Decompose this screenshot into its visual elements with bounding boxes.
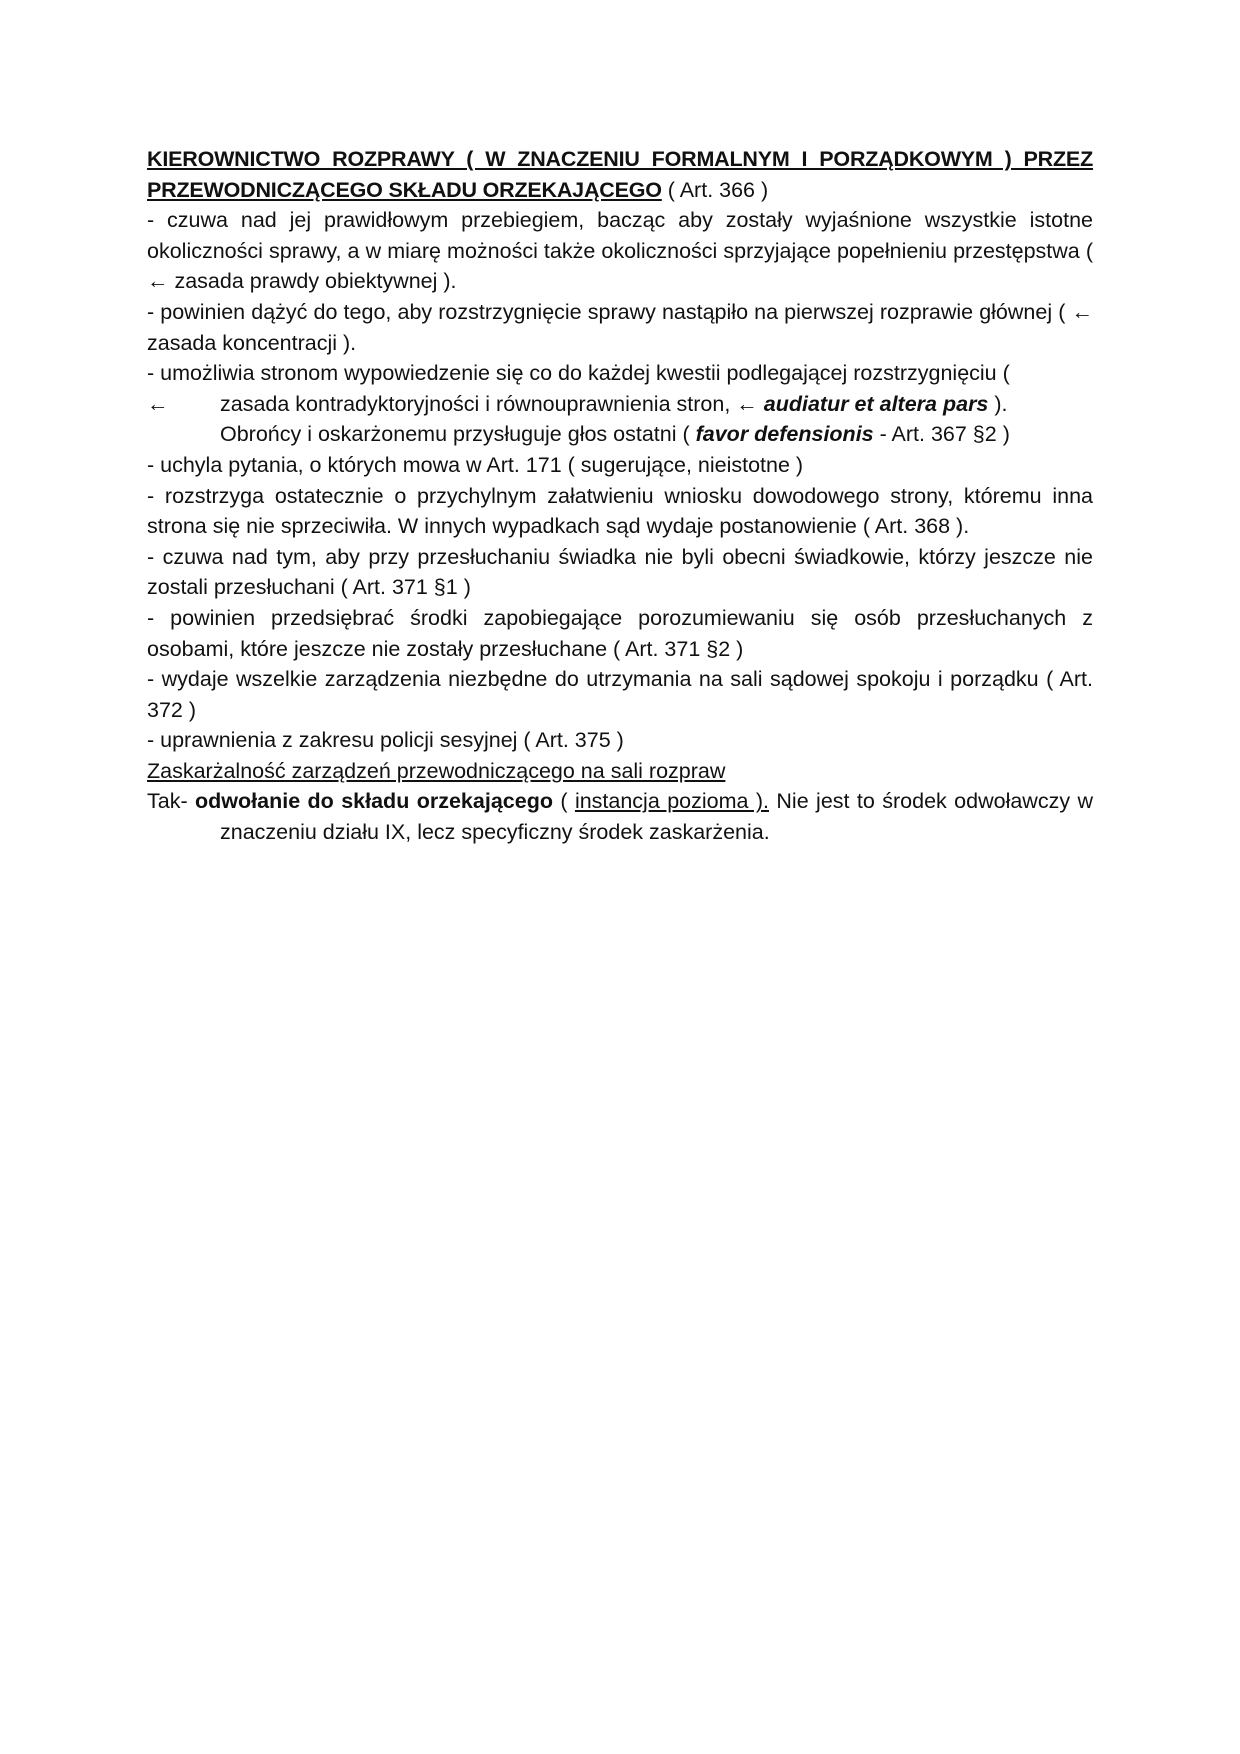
list-item: - rozstrzyga ostatecznie o przychylnym załatwieniu wniosku dowodowego strony, któremu inna strona się nie sprzeciwiła. W innych wypadkach sąd wydaje postanowienie ( Art. 368 ). <box>147 483 1093 539</box>
list-item: - umożliwia stronom wypowiedzenie się co do każdej kwestii podlegającej rozstrzygnięciu ( <box>147 361 1010 386</box>
underlined-phrase: instancja pozioma ). <box>574 789 769 814</box>
subheading: Zaskarżalność zarządzeń przewodniczącego na sali rozpraw <box>147 758 726 783</box>
latin-phrase: favor defensionis <box>695 422 874 447</box>
final-paragraph: Tak- odwołanie do składu orzekającego ( instancja pozioma ). Nie jest to środek odwoławczy w znaczeniu działu IX, lecz specyficzny środek zaskarżenia. <box>147 789 1094 845</box>
heading-ref: ( Art. 366 ) <box>661 177 769 202</box>
arrow-glyph: ← <box>147 391 169 416</box>
heading-title: KIEROWNICTWO ROZPRAWY ( W ZNACZENIU FORMALNYM I PORZĄDKOWYM ) PRZEZ PRZEWODNICZĄCEGO SKŁADU ORZEKAJĄCEGO <box>147 147 1093 202</box>
document-body <box>147 144 1093 848</box>
list-item-continuation: ← zasada kontradyktoryjności i równouprawnienia stron, ← audiatur et altera pars ). Obrońcy i oskarżonemu przysługuje głos ostatni ( favor defensionis - Art. 367 §2 ) <box>147 389 1093 450</box>
latin-phrase: audiatur et altera pars <box>763 391 989 416</box>
list-item: - powinien dążyć do tego, aby rozstrzygnięcie sprawy nastąpiło na pierwszej rozprawie głównej ( ← zasada koncentracji ). <box>147 299 1093 355</box>
document-heading <box>147 144 1093 205</box>
list-item: - czuwa nad tym, aby przy przesłuchaniu świadka nie byli obecni świadkowie, którzy jeszcze nie zostali przesłuchani ( Art. 371 §1 ) <box>147 544 1093 600</box>
list-item: - uprawnienia z zakresu policji sesyjnej ( Art. 375 ) <box>147 728 624 753</box>
list-item: - czuwa nad jej prawidłowym przebiegiem, bacząc aby zostały wyjaśnione wszystkie istotne okoliczności sprawy, a w miarę możności także okoliczności sprzyjające popełnieniu przestępstwa ( ← zasada prawdy obiektywnej ). <box>147 208 1093 294</box>
list-item: - wydaje wszelkie zarządzenia niezbędne do utrzymania na sali sądowej spokoju i porządku ( Art. 372 ) <box>147 667 1093 722</box>
list-item: - uchyla pytania, o których mowa w Art. 171 ( sugerujące, nieistotne ) <box>147 452 804 477</box>
list-item: - powinien przedsiębrać środki zapobiegające porozumiewaniu się osób przesłuchanych z osobami, które jeszcze nie zostały przesłuchane ( Art. 371 §2 ) <box>147 605 1093 661</box>
bold-phrase: odwołanie do składu orzekającego <box>195 789 553 814</box>
